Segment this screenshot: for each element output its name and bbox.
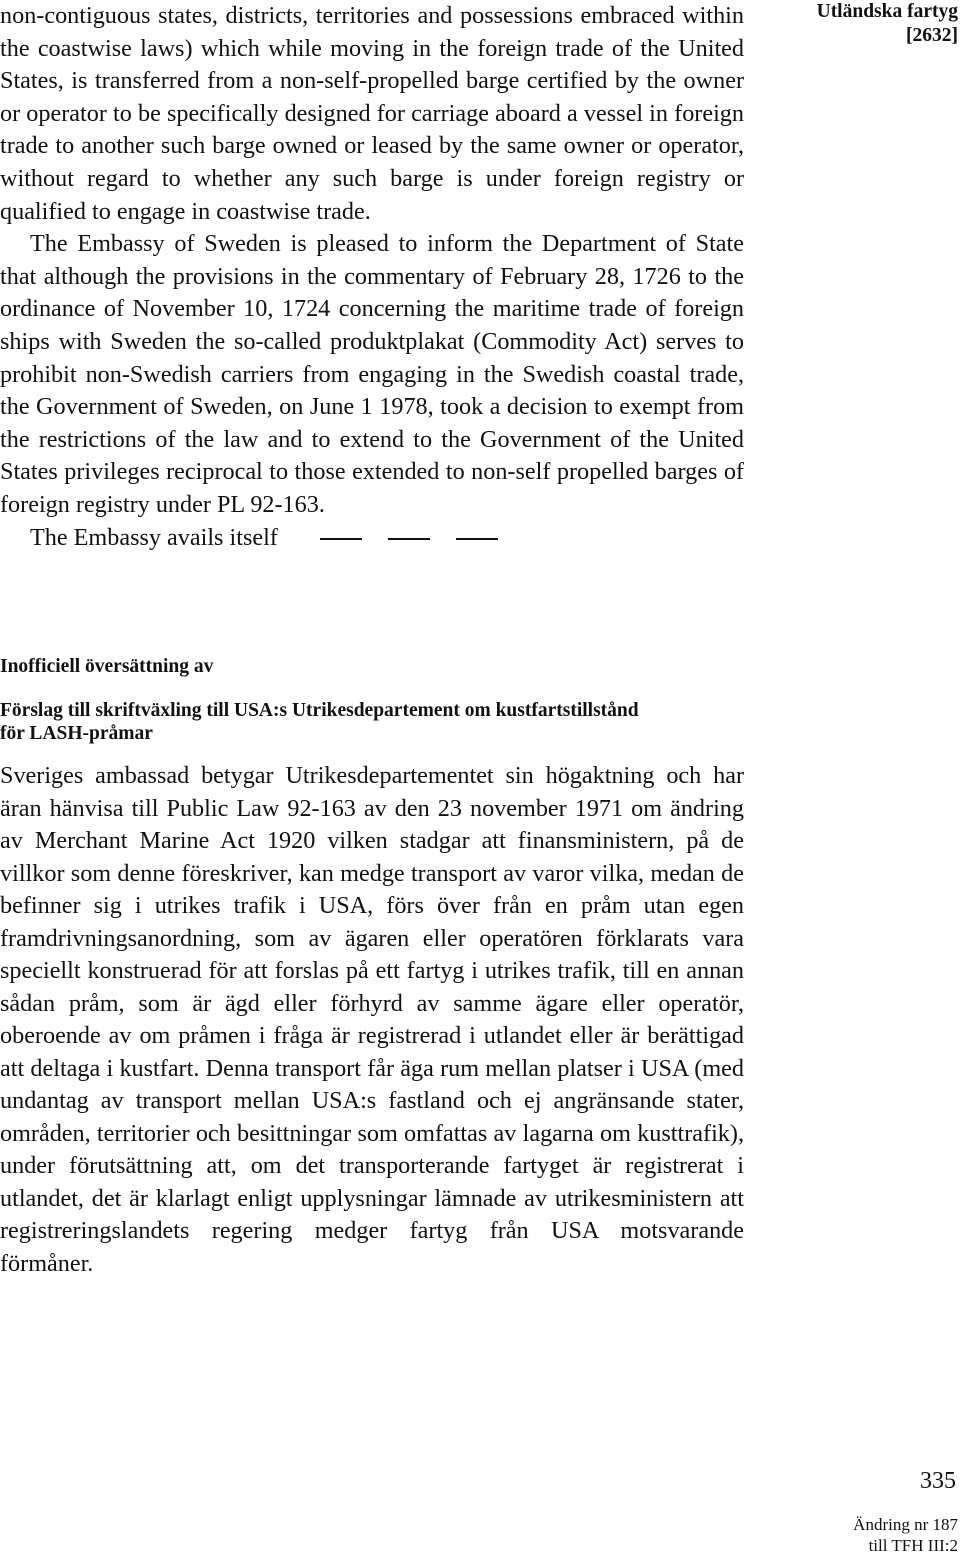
swedish-text-column	[0, 760, 744, 1280]
margin-note-title: Utländska fartyg	[816, 1, 958, 22]
closing-line	[0, 522, 744, 555]
swedish-paragraph: Sveriges ambassad betygar Utrikesdepartementet sin högaktning och har äran hänvisa till Public Law 92-163 av den 23 november 1971 om ändring av Merchant Marine Act 1920 vilken stadgar att finansministern, på de villkor som denne föreskriver, kan medge transport av varor vilka, medan de befinner sig i utrikes trafik i USA, förs över från en pråm utan egen framdrivningsanordning, som av ägaren eller operatören förklarats vara speciellt konstruerad för att forslas på ett fartyg i utrikes trafik, till en annan sådan pråm, som är ägd eller förhyrd av samme ägare eller operatör, oberoende av om pråmen i fråga är registrerad i utlandet eller är berättigad att deltaga i kustfart. Denna transport får äga rum mellan platser i USA (med undantag av transport mellan USA:s fastland och ej angränsande stater, områden, territorier och besittningar som omfattas av lagarna om kusttrafik), under förutsättning att, om det transporterande fartyget är registrerat i utlandet, det är klarlagt enligt upplysningar lämnade av utrikesministern att registreringslandets regering medger fartyg från USA motsvarande förmåner.	[0, 762, 744, 1277]
dash-mark	[320, 538, 362, 540]
omission-dashes	[290, 522, 524, 555]
translation-heading: Inofficiell översättning av	[0, 656, 214, 677]
amendment-reference: till TFH III:2	[868, 1536, 958, 1555]
dash-mark	[456, 538, 498, 540]
body-paragraph-1: non-contiguous states, districts, territories and possessions embraced within the coastwise laws) which while moving in the foreign trade of the United States, is transferred from a non-self-propelled barge certified by the owner or operator to be specifically designed for carriage aboard a vessel in foreign trade to another such barge owned or leased by the same owner or operator, without regard to whether any such barge is under foreign registry or qualified to engage in coastwise trade.	[0, 2, 744, 225]
body-paragraph-2: The Embassy of Sweden is pleased to inform the Department of State that although the provisions in the commentary of February 28, 1726 to the ordinance of November 10, 1724 concerning the maritime trade of foreign ships with Sweden the so-called produktplakat (Commodity Act) serves to prohibit non-Swedish carriers from engaging in the Swedish coastal trade, the Government of Sweden, on June 1 1978, took a decision to exempt from the restrictions of the law and to extend to the Government of the United States privileges reciprocal to those extended to non-self propelled barges of foreign registry under PL 92-163.	[0, 230, 744, 518]
dash-mark	[388, 538, 430, 540]
amendment-number: Ändring nr 187	[853, 1515, 958, 1534]
translation-title: Förslag till skriftväxling till USA:s Utrikesdepartement om kustfartstillstånd för LASH-pråmar	[0, 700, 639, 744]
page-number: 335	[920, 1468, 956, 1494]
english-text-column	[0, 0, 744, 554]
margin-note-number: [2632]	[906, 25, 958, 46]
closing-text: The Embassy avails itself	[30, 523, 278, 551]
section-margin-note	[817, 0, 958, 48]
amendment-note	[853, 1514, 958, 1556]
